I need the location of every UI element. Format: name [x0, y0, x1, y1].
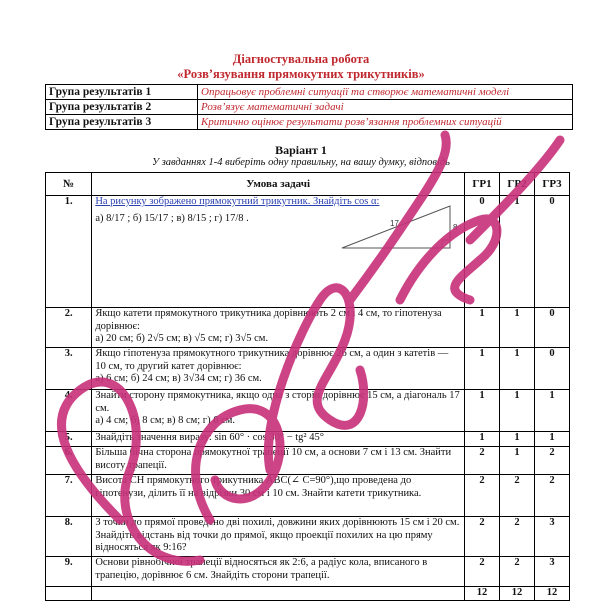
- task-g1: 0: [464, 196, 499, 308]
- header-cond: Умова задачі: [92, 173, 465, 196]
- task-g1: 1: [464, 390, 499, 432]
- task-text: Більша бічна сторона прямокутної трапеції 10 см, а основи 7 см і 13 см. Знайти висоту трапеції.: [95, 447, 452, 471]
- task-num: 4.: [46, 390, 92, 432]
- task-g2: 1: [499, 348, 534, 390]
- hyp-label: 17: [389, 219, 399, 228]
- task-row: [46, 475, 570, 517]
- task-g2: 1: [499, 447, 534, 475]
- task-cond: [92, 390, 465, 432]
- task-cond: [92, 475, 465, 517]
- totals-empty: [92, 587, 465, 601]
- task-g3: 1: [534, 432, 569, 447]
- task-num: 3.: [46, 348, 92, 390]
- task-g3: 0: [534, 196, 569, 308]
- group-row: [46, 85, 573, 100]
- task-cond: [92, 557, 465, 587]
- instruction: У завданнях 1-4 виберіть одну правильну, на вашу думку, відповідь: [152, 157, 450, 168]
- doc-subtitle: «Розв’язування прямокутних трикутників»: [177, 67, 425, 81]
- task-g3: 3: [534, 517, 569, 557]
- group-name: Група результатів 2: [46, 100, 198, 115]
- task-row: [46, 390, 570, 432]
- task-text: На рисунку зображено прямокутний трикутник. Знайдіть cos α:: [95, 196, 380, 207]
- group-desc: Розв’язує математичні задачі: [198, 100, 573, 115]
- task-row: [46, 432, 570, 447]
- task-num: 8.: [46, 517, 92, 557]
- task-g2: 1: [499, 390, 534, 432]
- task-cond: [92, 517, 465, 557]
- task-text: З точки до прямої проведено дві похилі, довжини яких дорівнюють 15 см і 20 см. Знайдіть відстань від точки до прямої, якщо проекції похилих на цю пряму відносяться як 9:16?: [95, 517, 460, 553]
- task-g3: 0: [534, 348, 569, 390]
- task-text: Знайдіть значення виразу: sin 60° · cos 30° − tg² 45°: [95, 432, 324, 443]
- task-num: 7.: [46, 475, 92, 517]
- group-name: Група результатів 3: [46, 115, 198, 130]
- task-g2: 1: [499, 196, 534, 308]
- task-g1: 1: [464, 432, 499, 447]
- group-row: [46, 115, 573, 130]
- task-g1: 2: [464, 475, 499, 517]
- header-g1: ГР1: [464, 173, 499, 196]
- task-row: [46, 447, 570, 475]
- tasks-table: [45, 172, 570, 601]
- task-g3: 2: [534, 447, 569, 475]
- task-row: [46, 517, 570, 557]
- total-g1: 12: [464, 587, 499, 601]
- group-row: [46, 100, 573, 115]
- task-num: 6.: [46, 447, 92, 475]
- doc-title: Діагностувальна робота: [232, 52, 370, 66]
- task-g3: 0: [534, 308, 569, 348]
- header-g2: ГР2: [499, 173, 534, 196]
- task-text: Основи рівнобічної трапеції відносяться як 2:6, а радіус кола, вписаного в трапецію, дорівнює 6 см. Знайдіть сторони трапеції.: [95, 557, 428, 581]
- task-options: а) 20 см; б) 2√5 см; в) √5 см; г) 3√5 см.: [95, 333, 269, 344]
- task-g3: 3: [534, 557, 569, 587]
- leg-label: 8: [452, 223, 458, 232]
- groups-table: [45, 84, 573, 130]
- group-desc: Опрацьовує проблемні ситуації та створює математичні моделі: [198, 85, 573, 100]
- task-cond: [92, 308, 465, 348]
- task-num: 5.: [46, 432, 92, 447]
- total-g2: 12: [499, 587, 534, 601]
- group-desc: Критично оцінює результати розв’язання проблемних ситуацій: [198, 115, 573, 130]
- task-num: 2.: [46, 308, 92, 348]
- variant-title: Варіант 1: [275, 143, 327, 157]
- task-options: а) 6 см; б) 24 см; в) 3√34 см; г) 36 см.: [95, 373, 262, 384]
- group-name: Група результатів 1: [46, 85, 198, 100]
- task-g3: 2: [534, 475, 569, 517]
- triangle-figure: [338, 202, 458, 252]
- task-num: 9.: [46, 557, 92, 587]
- task-g2: 2: [499, 517, 534, 557]
- task-g2: 2: [499, 475, 534, 517]
- task-options: а) 8/17 ; б) 15/17 ; в) 8/15 ; г) 17/8 .: [95, 212, 249, 224]
- task-text: Якщо гіпотенуза прямокутного трикутника дорівнює 26 см, а один з катетів — 10 см, то другий катет дорівнює:: [95, 348, 449, 372]
- task-cond: [92, 447, 465, 475]
- totals-row: [46, 587, 570, 601]
- task-g3: 1: [534, 390, 569, 432]
- task-g2: 1: [499, 432, 534, 447]
- task-g1: 2: [464, 517, 499, 557]
- task-row: [46, 348, 570, 390]
- task-row: [46, 557, 570, 587]
- task-text: Висота CH прямокутного трикутника ABC(∠ C=90°),що проведена до гіпотенузи, ділить її на відрізки 30 см і 10 см. Знайти катети трикутника.: [95, 475, 422, 499]
- task-num: 1.: [46, 196, 92, 308]
- task-g2: 2: [499, 557, 534, 587]
- task-cond: [92, 432, 465, 447]
- task-g1: 2: [464, 447, 499, 475]
- task-g2: 1: [499, 308, 534, 348]
- task-g1: 1: [464, 348, 499, 390]
- task-row: [46, 308, 570, 348]
- task-text: Знайти сторону прямокутника, якщо одна з сторін дорівнює 15 см, а діагональ 17 см.: [95, 390, 460, 414]
- task-g1: 1: [464, 308, 499, 348]
- totals-empty: [46, 587, 92, 601]
- task-text: Якщо катети прямокутного трикутника дорівнюють 2 см і 4 см, то гіпотенуза дорівнює:: [95, 308, 442, 332]
- total-g3: 12: [534, 587, 569, 601]
- task-cond: [92, 348, 465, 390]
- task-g1: 2: [464, 557, 499, 587]
- task-row: [46, 196, 570, 308]
- header-num: №: [46, 173, 92, 196]
- task-options: а) 4 см; б) 8 см; в) 8 см; г) 6 см.: [95, 415, 236, 426]
- header-row: [46, 173, 570, 196]
- task-cond: [92, 196, 465, 308]
- header-g3: ГР3: [534, 173, 569, 196]
